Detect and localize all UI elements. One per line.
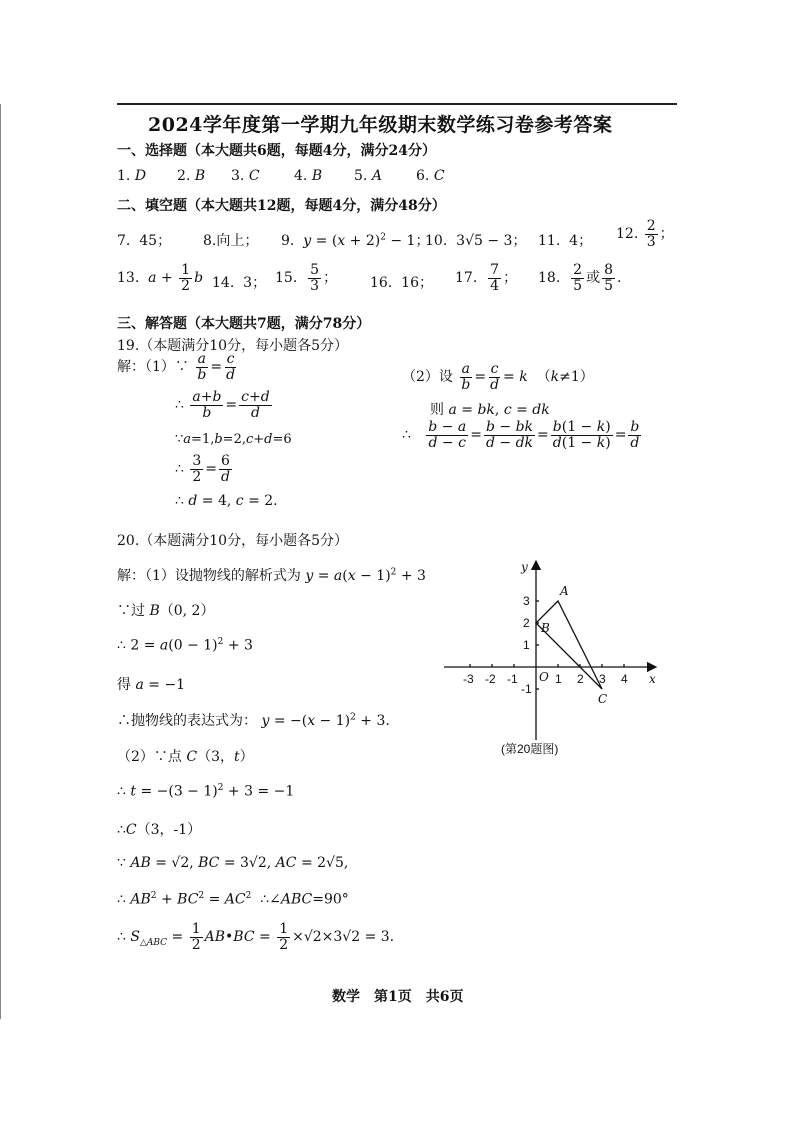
answer-11: 11. 4；	[538, 233, 593, 249]
x-tick-label: 3	[599, 672, 606, 686]
header-rule	[117, 103, 677, 105]
y-tick-label: -1	[521, 682, 532, 696]
q20-line4: 得 a = −1	[117, 677, 186, 693]
x-tick-label: -3	[463, 672, 474, 686]
answer-4: 4. B	[294, 168, 323, 184]
q19-p1-line2: ∴ $\frac{a+b}{b}$ = $\frac{c+d}{d}$	[175, 389, 270, 421]
q20-line7: ∴ $t = -(3 - 1)^2 + 3 = -1$	[117, 783, 295, 800]
answer-16: 16. 16；	[370, 275, 433, 291]
x-tick-label: 1	[555, 672, 562, 686]
q20-line6: （2）∵点 C（3，t）	[117, 749, 254, 765]
answer-3: 3. C	[231, 168, 260, 184]
y-tick-label: 1	[523, 638, 530, 652]
y-tick-label: 2	[523, 616, 530, 630]
figure-caption: (第20题图)	[501, 742, 559, 756]
q20-line5: ∴抛物线的表达式为： $y = -(x - 1)^2 + 3$.	[117, 712, 390, 729]
x-tick-label: -1	[507, 672, 518, 686]
section2-heading: 二、填空题（本大题共12题，每题4分，满分48分）	[117, 198, 446, 214]
origin-label: O	[539, 670, 549, 684]
x-tick-label: -2	[485, 672, 496, 686]
q20-line2: ∵过 B（0, 2）	[117, 603, 215, 619]
answer-10: 10. 3√5 − 3；	[425, 233, 527, 249]
answer-14: 14. 3；	[212, 275, 267, 291]
q19-p1-line4: ∴ $\frac{3}{2}$ = $\frac{6}{d}$	[175, 453, 230, 485]
x-tick-label: 2	[577, 672, 584, 686]
answer-13: 13. a + $\frac{1}{2}$ b	[117, 262, 204, 294]
q20-line1: 解：（1）设抛物线的解析式为 $y = a(x - 1)^2 + 3$	[117, 567, 426, 584]
q20-line8: ∴C（3，-1）	[117, 822, 202, 838]
answer-5: 5. A	[354, 168, 382, 184]
q20-line11: ∴ $S_{\triangle ABC}$ = $\frac{1}{2}$ AB•BC = $\frac{1}{2}$ ×√2×3√2 = 3.	[117, 921, 395, 953]
answer-8: 8.向上；	[203, 233, 259, 249]
q20-line9: ∵ AB = √2, BC = 3√2, AC = 2√5,	[117, 855, 349, 871]
x-tick-label: 4	[621, 672, 628, 686]
q19-p2-line3: ∴ $\frac{b - a}{d - c}$ = $\frac{b - bk}{d - dk}$ = $\frac{b(1 - k)}{d(1 - k)}$ = $\frac{b}{d}$	[402, 419, 640, 451]
section1-heading: 一、选择题（本大题共6题，每题4分，满分24分）	[117, 143, 436, 159]
answer-12: 12. $\frac{2}{3}$ ；	[616, 218, 674, 250]
answer-2: 2. B	[177, 168, 206, 184]
point-label-a: A	[560, 584, 569, 598]
q19-p2-line1: （2）设 $\frac{a}{b}$ = $\frac{c}{d}$ = k （k≠1）	[402, 361, 594, 393]
page-edge-line	[0, 104, 1, 1019]
answer-18: 18. $\frac{2}{5}$ 或 $\frac{8}{5}$ .	[538, 262, 622, 294]
q20-line3: ∴ $2 = a(0 - 1)^2 + 3$	[117, 637, 253, 654]
answer-17: 17. $\frac{7}{4}$ ；	[455, 262, 518, 294]
point-label-c: C	[598, 692, 608, 706]
q20-line10: ∴ $AB^2 + BC^2 = AC^2$ ∴∠ABC=90°	[117, 891, 349, 908]
q19-heading: 19.（本题满分10分，每小题各5分）	[117, 338, 348, 354]
point-label-b: B	[541, 621, 550, 635]
answer-15: 15. $\frac{5}{3}$ ；	[275, 262, 338, 294]
q20-heading: 20.（本题满分10分，每小题各5分）	[117, 533, 348, 549]
y-tick-label: 3	[523, 594, 530, 608]
section3-heading: 三、解答题（本大题共7题，满分78分）	[117, 316, 371, 332]
q19-p1-line1: 解：（1）∵ $\frac{a}{b}$ = $\frac{c}{d}$	[117, 351, 236, 383]
q20-figure	[436, 555, 666, 755]
page-title: 2024学年度第一学期九年级期末数学练习卷参考答案	[148, 114, 613, 136]
y-axis-label: y	[521, 560, 528, 574]
x-axis-label: x	[649, 672, 656, 686]
q19-p2-line2: 则 a = bk, c = dk	[430, 402, 550, 418]
page-footer: 数学 第1页 共6页	[332, 989, 464, 1005]
q19-p1-line3: ∵a=1,b=2,c+d=6	[175, 432, 292, 447]
answer-1: 1. D	[117, 168, 147, 184]
q19-p1-line5: ∴ d = 4, c = 2.	[175, 493, 278, 509]
answer-7: 7. 45；	[117, 233, 172, 249]
answer-9: 9. $y = (x + 2)^2 - 1$；	[281, 232, 430, 249]
answer-6: 6. C	[416, 168, 445, 184]
